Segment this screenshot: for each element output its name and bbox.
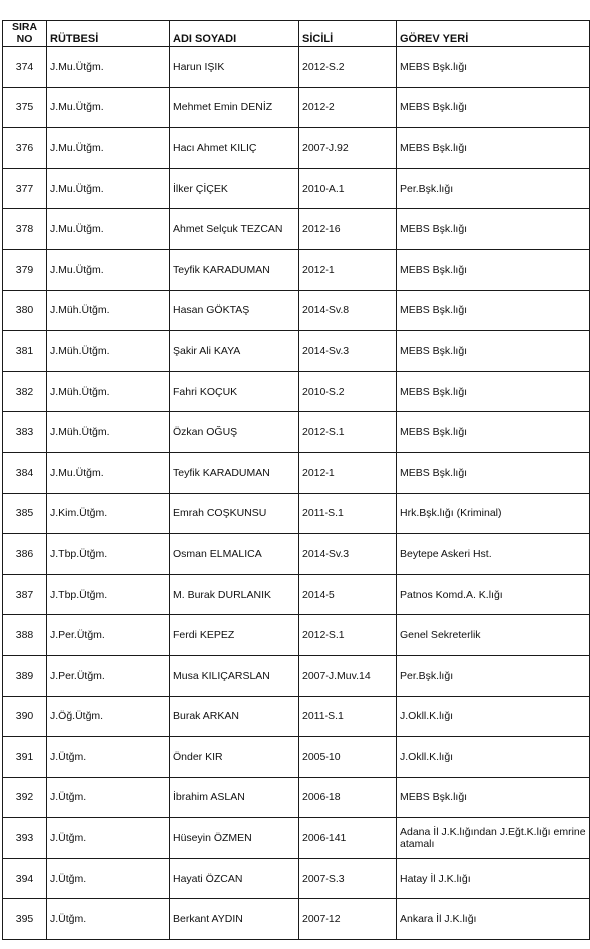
cell-sira-no: 385 xyxy=(3,493,47,534)
cell-adi-soyadi: Emrah COŞKUNSU xyxy=(170,493,299,534)
cell-sicili: 2010-A.1 xyxy=(299,168,397,209)
cell-rutbesi: J.Per.Ütğm. xyxy=(47,615,170,656)
cell-gorev-yeri: Genel Sekreterlik xyxy=(397,615,590,656)
cell-adi-soyadi: İlker ÇİÇEK xyxy=(170,168,299,209)
cell-gorev-yeri: Ankara İl J.K.lığı xyxy=(397,899,590,940)
cell-adi-soyadi: Musa KILIÇARSLAN xyxy=(170,655,299,696)
cell-sira-no: 389 xyxy=(3,655,47,696)
cell-adi-soyadi: Mehmet Emin DENİZ xyxy=(170,87,299,128)
cell-rutbesi: J.Mu.Ütğm. xyxy=(47,87,170,128)
cell-gorev-yeri: MEBS Bşk.lığı xyxy=(397,47,590,88)
cell-sicili: 2007-12 xyxy=(299,899,397,940)
cell-gorev-yeri: MEBS Bşk.lığı xyxy=(397,209,590,250)
cell-rutbesi: J.Tbp.Ütğm. xyxy=(47,534,170,575)
cell-sicili: 2014-Sv.3 xyxy=(299,331,397,372)
table-row xyxy=(3,290,590,331)
cell-rutbesi: J.Kim.Ütğm. xyxy=(47,493,170,534)
cell-gorev-yeri: MEBS Bşk.lığı xyxy=(397,87,590,128)
cell-sicili: 2007-S.3 xyxy=(299,858,397,899)
cell-adi-soyadi: Önder KIR xyxy=(170,737,299,778)
table-row xyxy=(3,655,590,696)
table-row xyxy=(3,493,590,534)
cell-gorev-yeri: Per.Bşk.lığı xyxy=(397,655,590,696)
header-gorev-yeri: GÖREV YERİ xyxy=(397,21,590,47)
cell-sicili: 2006-141 xyxy=(299,818,397,859)
cell-rutbesi: J.Müh.Ütğm. xyxy=(47,412,170,453)
table-row xyxy=(3,168,590,209)
cell-rutbesi: J.Mu.Ütğm. xyxy=(47,128,170,169)
cell-adi-soyadi: Hasan GÖKTAŞ xyxy=(170,290,299,331)
table-row xyxy=(3,249,590,290)
cell-sicili: 2011-S.1 xyxy=(299,493,397,534)
cell-adi-soyadi: M. Burak DURLANIK xyxy=(170,574,299,615)
cell-sira-no: 377 xyxy=(3,168,47,209)
table-row xyxy=(3,452,590,493)
table-row xyxy=(3,737,590,778)
cell-rutbesi: J.Tbp.Ütğm. xyxy=(47,574,170,615)
cell-sira-no: 386 xyxy=(3,534,47,575)
cell-adi-soyadi: Teyfik KARADUMAN xyxy=(170,249,299,290)
table-row xyxy=(3,371,590,412)
cell-gorev-yeri: MEBS Bşk.lığı xyxy=(397,412,590,453)
cell-rutbesi: J.Ütğm. xyxy=(47,777,170,818)
cell-sira-no: 394 xyxy=(3,858,47,899)
cell-sicili: 2006-18 xyxy=(299,777,397,818)
cell-rutbesi: J.Mu.Ütğm. xyxy=(47,209,170,250)
cell-gorev-yeri: MEBS Bşk.lığı xyxy=(397,371,590,412)
table-row xyxy=(3,412,590,453)
header-adi-soyadi: ADI SOYADI xyxy=(170,21,299,47)
cell-adi-soyadi: Hayati ÖZCAN xyxy=(170,858,299,899)
cell-rutbesi: J.Mu.Ütğm. xyxy=(47,249,170,290)
cell-sira-no: 374 xyxy=(3,47,47,88)
cell-sira-no: 381 xyxy=(3,331,47,372)
cell-rutbesi: J.Ütğm. xyxy=(47,858,170,899)
table-row xyxy=(3,899,590,940)
cell-gorev-yeri: MEBS Bşk.lığı xyxy=(397,249,590,290)
cell-rutbesi: J.Mu.Ütğm. xyxy=(47,452,170,493)
cell-sira-no: 384 xyxy=(3,452,47,493)
cell-sicili: 2012-16 xyxy=(299,209,397,250)
cell-adi-soyadi: Özkan OĞUŞ xyxy=(170,412,299,453)
table-row xyxy=(3,615,590,656)
cell-adi-soyadi: Osman ELMALICA xyxy=(170,534,299,575)
cell-adi-soyadi: Şakir Ali KAYA xyxy=(170,331,299,372)
cell-gorev-yeri: Beytepe Askeri Hst. xyxy=(397,534,590,575)
cell-adi-soyadi: Burak ARKAN xyxy=(170,696,299,737)
cell-rutbesi: J.Öğ.Ütğm. xyxy=(47,696,170,737)
cell-rutbesi: J.Müh.Ütğm. xyxy=(47,290,170,331)
cell-rutbesi: J.Müh.Ütğm. xyxy=(47,331,170,372)
cell-sira-no: 383 xyxy=(3,412,47,453)
cell-sicili: 2014-Sv.3 xyxy=(299,534,397,575)
cell-adi-soyadi: Fahri KOÇUK xyxy=(170,371,299,412)
cell-gorev-yeri: Per.Bşk.lığı xyxy=(397,168,590,209)
cell-sira-no: 387 xyxy=(3,574,47,615)
cell-gorev-yeri: MEBS Bşk.lığı xyxy=(397,290,590,331)
cell-sira-no: 379 xyxy=(3,249,47,290)
table-row xyxy=(3,574,590,615)
cell-sira-no: 375 xyxy=(3,87,47,128)
cell-gorev-yeri: Adana İl J.K.lığından J.Eğt.K.lığı emrine atamalı xyxy=(397,818,590,859)
cell-sicili: 2010-S.2 xyxy=(299,371,397,412)
personnel-table xyxy=(2,20,590,940)
cell-adi-soyadi: Ahmet Selçuk TEZCAN xyxy=(170,209,299,250)
cell-gorev-yeri: MEBS Bşk.lığı xyxy=(397,128,590,169)
table-row xyxy=(3,331,590,372)
cell-adi-soyadi: Hacı Ahmet KILIÇ xyxy=(170,128,299,169)
cell-gorev-yeri: MEBS Bşk.lığı xyxy=(397,452,590,493)
cell-gorev-yeri: Hrk.Bşk.lığı (Kriminal) xyxy=(397,493,590,534)
cell-sicili: 2012-1 xyxy=(299,249,397,290)
cell-adi-soyadi: Teyfik KARADUMAN xyxy=(170,452,299,493)
table-row xyxy=(3,777,590,818)
table-row xyxy=(3,696,590,737)
cell-adi-soyadi: Ferdi KEPEZ xyxy=(170,615,299,656)
cell-sicili: 2012-S.2 xyxy=(299,47,397,88)
cell-sira-no: 378 xyxy=(3,209,47,250)
table-row xyxy=(3,209,590,250)
cell-gorev-yeri: Patnos Komd.A. K.lığı xyxy=(397,574,590,615)
table-body xyxy=(3,47,590,940)
table-row xyxy=(3,128,590,169)
cell-gorev-yeri: MEBS Bşk.lığı xyxy=(397,777,590,818)
cell-sicili: 2005-10 xyxy=(299,737,397,778)
cell-sira-no: 390 xyxy=(3,696,47,737)
cell-rutbesi: J.Ütğm. xyxy=(47,818,170,859)
cell-rutbesi: J.Per.Ütğm. xyxy=(47,655,170,696)
cell-adi-soyadi: Hüseyin ÖZMEN xyxy=(170,818,299,859)
cell-sira-no: 392 xyxy=(3,777,47,818)
cell-sira-no: 388 xyxy=(3,615,47,656)
header-row xyxy=(3,21,590,47)
table-row xyxy=(3,87,590,128)
cell-sicili: 2012-1 xyxy=(299,452,397,493)
cell-gorev-yeri: J.Okll.K.lığı xyxy=(397,696,590,737)
cell-adi-soyadi: İbrahim ASLAN xyxy=(170,777,299,818)
cell-rutbesi: J.Mu.Ütğm. xyxy=(47,168,170,209)
header-sicili: SİCİLİ xyxy=(299,21,397,47)
cell-sicili: 2007-J.Muv.14 xyxy=(299,655,397,696)
table-row xyxy=(3,818,590,859)
cell-adi-soyadi: Berkant AYDIN xyxy=(170,899,299,940)
cell-sicili: 2011-S.1 xyxy=(299,696,397,737)
cell-sira-no: 376 xyxy=(3,128,47,169)
cell-sicili: 2014-5 xyxy=(299,574,397,615)
cell-sicili: 2012-S.1 xyxy=(299,412,397,453)
header-sira-no: SIRA NO xyxy=(3,21,47,47)
cell-sira-no: 391 xyxy=(3,737,47,778)
cell-sicili: 2014-Sv.8 xyxy=(299,290,397,331)
cell-rutbesi: J.Müh.Ütğm. xyxy=(47,371,170,412)
cell-sicili: 2007-J.92 xyxy=(299,128,397,169)
cell-sicili: 2012-S.1 xyxy=(299,615,397,656)
cell-rutbesi: J.Ütğm. xyxy=(47,899,170,940)
cell-sira-no: 382 xyxy=(3,371,47,412)
cell-gorev-yeri: J.Okll.K.lığı xyxy=(397,737,590,778)
cell-adi-soyadi: Harun IŞIK xyxy=(170,47,299,88)
header-rutbesi: RÜTBESİ xyxy=(47,21,170,47)
cell-gorev-yeri: MEBS Bşk.lığı xyxy=(397,331,590,372)
cell-sira-no: 393 xyxy=(3,818,47,859)
table-row xyxy=(3,858,590,899)
cell-gorev-yeri: Hatay İl J.K.lığı xyxy=(397,858,590,899)
cell-sira-no: 395 xyxy=(3,899,47,940)
cell-rutbesi: J.Ütğm. xyxy=(47,737,170,778)
cell-rutbesi: J.Mu.Ütğm. xyxy=(47,47,170,88)
cell-sira-no: 380 xyxy=(3,290,47,331)
cell-sicili: 2012-2 xyxy=(299,87,397,128)
table-row xyxy=(3,534,590,575)
table-row xyxy=(3,47,590,88)
